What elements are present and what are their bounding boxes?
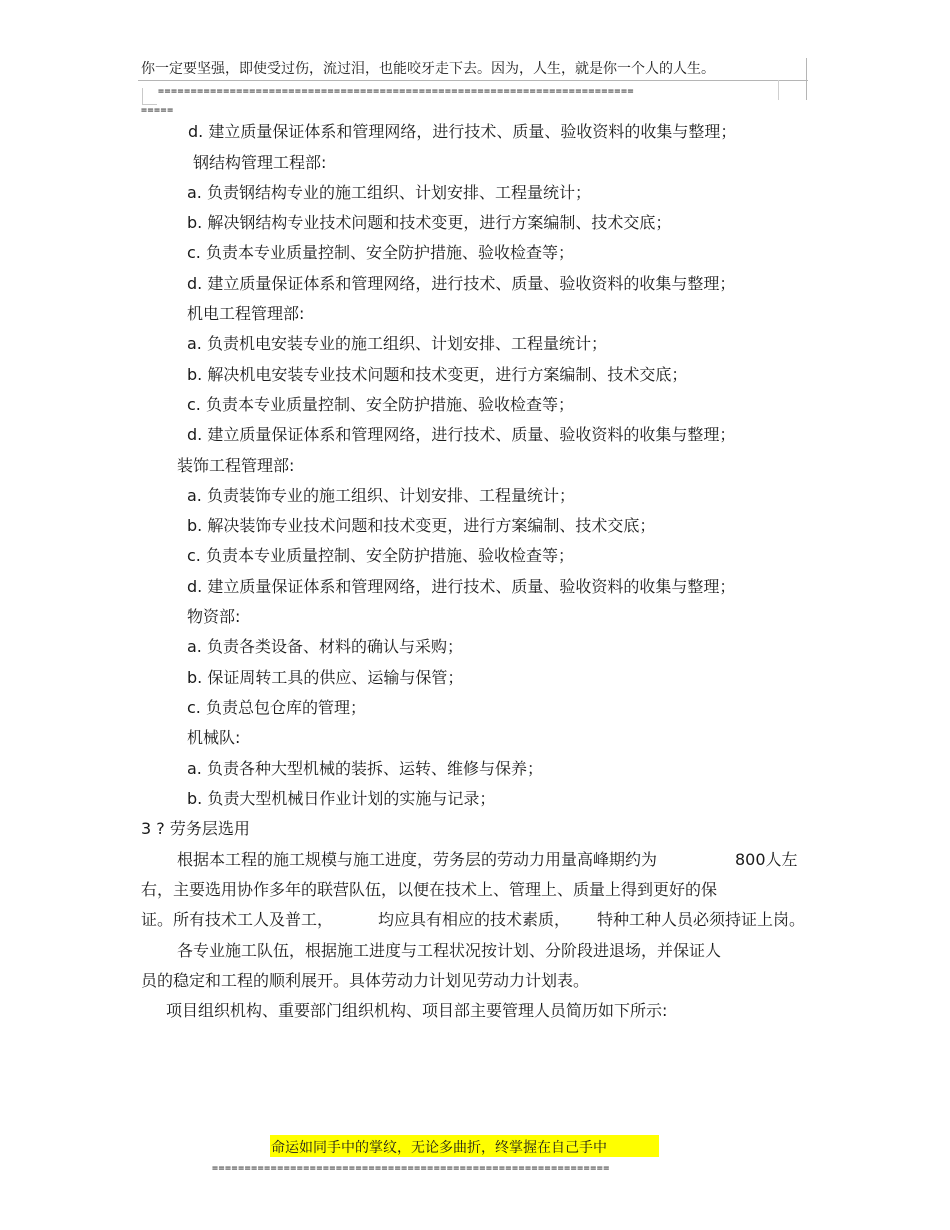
body-line-1: d. 建立质量保证体系和管理网络，进行技术、质量、验收资料的收集与整理；	[188, 122, 737, 141]
body-line-16: d. 建立质量保证体系和管理网络，进行技术、质量、验收资料的收集与整理；	[187, 577, 736, 596]
body-line-23: b. 负责大型机械日作业计划的实施与记录；	[187, 789, 496, 808]
paragraph-labor-line-3c: 特种工种人员必须持证上岗。	[597, 910, 806, 929]
paragraph-labor-line-3b: 均应具有相应的技术素质，	[378, 910, 571, 929]
section-heading-labor: 3 ? 劳务层选用	[141, 819, 250, 838]
body-line-8: a. 负责机电安装专业的施工组织、计划安排、工程量统计；	[187, 334, 607, 353]
header-separator-short: =====	[141, 105, 174, 116]
footer-motto: 命运如同手中的掌纹，无论多曲折，终掌握在自己手中	[271, 1140, 607, 1156]
paragraph-teams-line-1: 各专业施工队伍，根据施工进度与工程状况按计划、分阶段进退场，并保证人	[177, 941, 722, 960]
header-frame-corner	[142, 88, 157, 105]
body-line-4: b. 解决钢结构专业技术问题和技术变更，进行方案编制、技术交底；	[187, 213, 672, 232]
body-line-11: d. 建立质量保证体系和管理网络，进行技术、质量、验收资料的收集与整理；	[187, 425, 736, 444]
header-frame-inner-border	[778, 80, 779, 100]
body-line-3: a. 负责钢结构专业的施工组织、计划安排、工程量统计；	[187, 183, 591, 202]
body-line-10: c. 负责本专业质量控制、安全防护措施、验收检查等；	[187, 395, 574, 414]
footer-separator: =============================================================	[212, 1163, 610, 1174]
paragraph-labor-line-2: 右，主要选用协作多年的联营队伍，以便在技术上、管理上、质量上得到更好的保	[141, 880, 718, 899]
section-heading-steel: 钢结构管理工程部:	[193, 153, 327, 172]
body-line-13: a. 负责装饰专业的施工组织、计划安排、工程量统计；	[187, 486, 575, 505]
header-frame-top-border	[138, 80, 808, 81]
section-heading-decoration: 装饰工程管理部:	[177, 456, 295, 475]
body-line-19: b. 保证周转工具的供应、运输与保管；	[187, 668, 464, 687]
paragraph-teams-line-2: 员的稳定和工程的顺利展开。具体劳动力计划见劳动力计划表。	[141, 971, 590, 990]
header-separator-long: =========================================================================	[158, 86, 634, 97]
body-line-22: a. 负责各种大型机械的装拆、运转、维修与保养；	[187, 759, 543, 778]
body-line-9: b. 解决机电安装专业技术问题和技术变更，进行方案编制、技术交底；	[187, 365, 688, 384]
paragraph-labor-line-1b: 800人左	[735, 850, 798, 869]
paragraph-labor-line-1a: 根据本工程的施工规模与施工进度，劳务层的劳动力用量高峰期约为	[177, 850, 658, 869]
section-heading-materials: 物资部:	[187, 607, 241, 626]
body-line-18: a. 负责各类设备、材料的确认与采购；	[187, 637, 463, 656]
header-frame-right-border	[806, 58, 807, 100]
body-line-14: b. 解决装饰专业技术问题和技术变更，进行方案编制、技术交底；	[187, 516, 656, 535]
body-line-20: c. 负责总包仓库的管理；	[187, 698, 366, 717]
paragraph-labor-line-3a: 证。所有技术工人及普工，	[141, 910, 334, 929]
body-line-15: c. 负责本专业质量控制、安全防护措施、验收检查等；	[187, 546, 574, 565]
paragraph-org-line: 项目组织机构、重要部门组织机构、项目部主要管理人员简历如下所示:	[166, 1001, 668, 1020]
section-heading-mep: 机电工程管理部:	[187, 304, 305, 323]
section-heading-machinery: 机械队:	[187, 728, 241, 747]
header-motto: 你一定要坚强，即使受过伤，流过泪，也能咬牙走下去。因为，人生，就是你一个人的人生。	[141, 61, 715, 77]
body-line-6: d. 建立质量保证体系和管理网络，进行技术、质量、验收资料的收集与整理；	[187, 274, 736, 293]
body-line-5: c. 负责本专业质量控制、安全防护措施、验收检查等；	[187, 243, 574, 262]
